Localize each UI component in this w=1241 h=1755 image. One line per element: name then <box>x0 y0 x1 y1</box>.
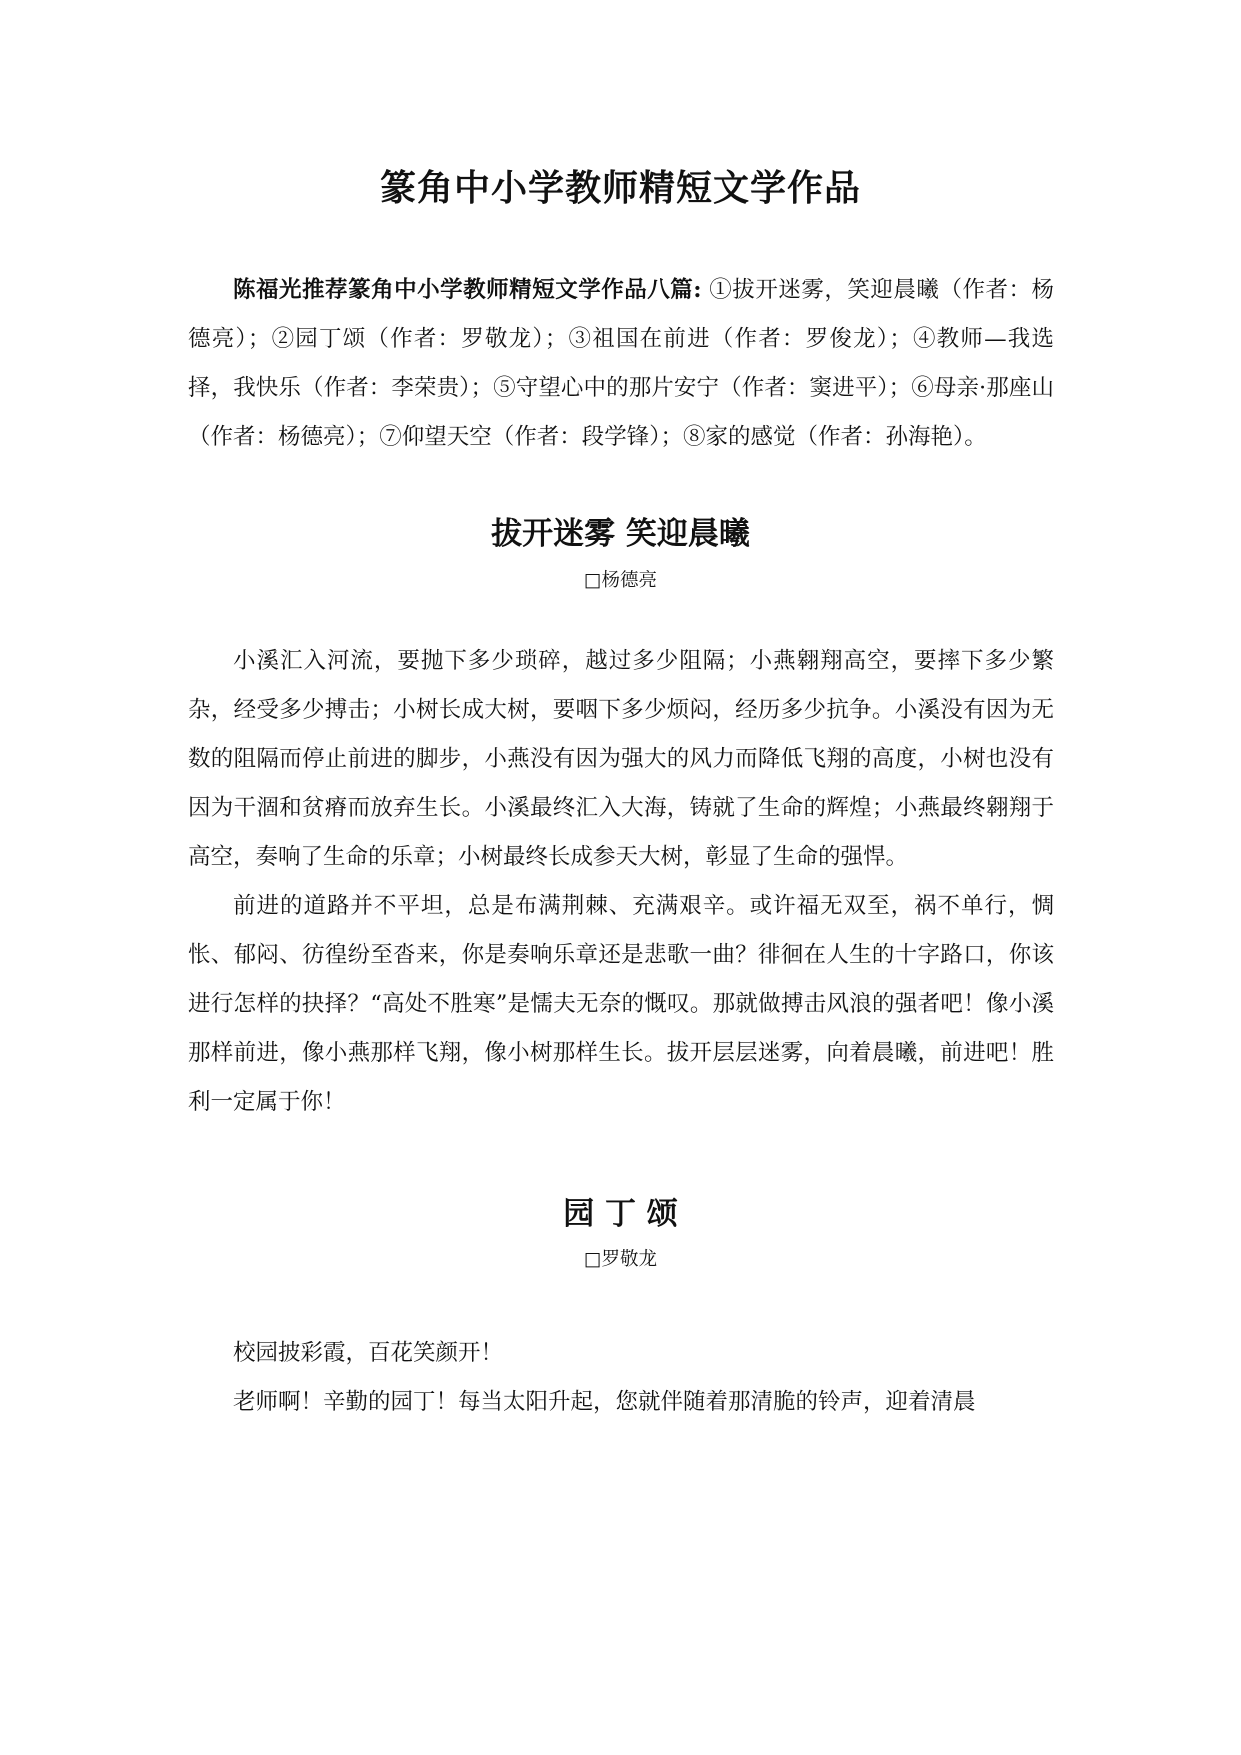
intro-text: ①拔开迷雾，笑迎晨曦（作者：杨德亮）；②园丁颂（作者：罗敬龙）；③祖国在前进（作者：罗俊龙）；④教师—我选择，我快乐（作者：李荣贵）；⑤守望心中的那片安宁（作者：窦进平）；⑥母亲·那座山（作者：杨德亮）；⑦仰望天空（作者：段学锋）；⑧家的感觉（作者：孙海艳）。 <box>188 277 1055 450</box>
article2-author: □罗敬龙 <box>584 1249 657 1270</box>
article2-line: 校园披彩霞，百花笑颜开！ <box>233 1340 504 1366</box>
article1-paragraph: 小溪汇入河流，要抛下多少琐碎，越过多少阻隔；小燕翱翔高空，要摔下多少繁杂，经受多少搏击；小树长成大树，要咽下多少烦闷，经历多少抗争。小溪没有因为无数的阻隔而停止前进的脚步，小燕没有因为强大的风力而降低飞翔的高度，小树也没有因为干涸和贫瘠而放弃生长。小溪最终汇入大海，铸就了生命的辉煌；小燕最终翱翔于高空，奏响了生命的乐章；小树最终长成参天大树，彰显了生命的强悍。 <box>188 648 1054 870</box>
article1-author: □杨德亮 <box>584 570 657 591</box>
article1-title: 拔开迷雾 笑迎晨曦 <box>491 516 750 552</box>
article2-title: 园 丁 颂 <box>563 1196 678 1232</box>
article2-body <box>188 1329 1054 1427</box>
intro-lead: 陈福光推荐篆角中小学教师精短文学作品八篇: <box>233 277 702 303</box>
article1-paragraph: 前进的道路并不平坦，总是布满荆棘、充满艰辛。或许福无双至，祸不单行，惆怅、郁闷、彷徨纷至沓来，你是奏响乐章还是悲歌一曲？徘徊在人生的十字路口，你该进行怎样的抉择？“高处不胜寒”是懦夫无奈的慨叹。那就做搏击风浪的强者吧！像小溪那样前进，像小燕那样飞翔，像小树那样生长。拔开层层迷雾，向着晨曦，前进吧！胜利一定属于你！ <box>188 893 1054 1115</box>
article2-line: 老师啊！辛勤的园丁！每当太阳升起，您就伴随着那清脆的铃声，迎着清晨 <box>233 1389 976 1415</box>
intro-paragraph <box>188 266 1054 462</box>
article1-body <box>188 637 1054 1127</box>
document-title: 篆角中小学教师精短文学作品 <box>379 167 861 209</box>
